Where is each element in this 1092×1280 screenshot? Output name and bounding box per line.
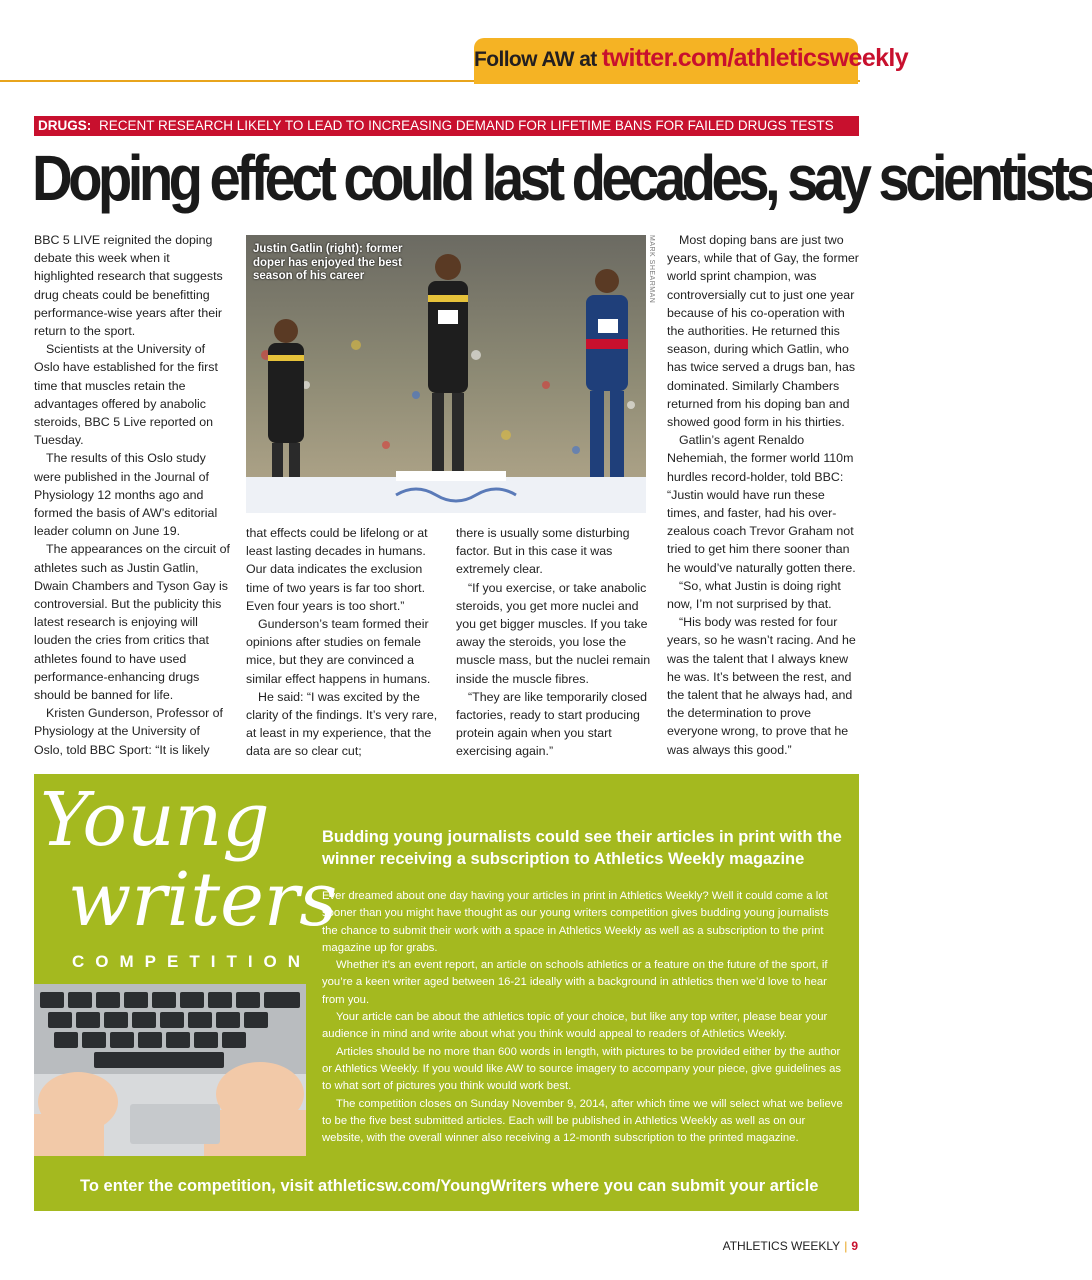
photo-credit: MARK SHEARMAN	[648, 235, 655, 304]
competition-label: COMPETITION	[72, 952, 312, 971]
article-headline: Doping effect could last decades, say scientists	[32, 142, 1092, 214]
paragraph: Articles should be no more than 600 words in length, with pictures to be provided either by the author or Athletics Weekly. If you would like AW to source imagery to accompany your piece, give guidelines as to what sort of pictures you think would work best.	[322, 1045, 842, 1093]
paragraph: Kristen Gunderson, Professor of Physiology at the University of Oslo, told BBC Sport: “It is likely	[34, 706, 223, 757]
article-column-1	[34, 231, 230, 759]
paragraph: The results of this Oslo study were published in the Journal of Physiology 12 months ago and formed the basis of AW’s editorial leader column on June 19.	[34, 451, 218, 539]
competition-body	[322, 888, 847, 1147]
paragraph: The appearances on the circuit of athletes such as Justin Gatlin, Dwain Chambers and Tyson Gay is controversial. But the publicity this latest research is enjoying will louden the cries from critics that athletes found to have used performance-enhancing drugs should be banned for life.	[34, 542, 230, 703]
paragraph: “His body was rested for four years, so he wasn’t racing. And he was the talent that I always knew he was. It’s between the rest, and the talent that he always had, and the determination to prove everyone wrong, to prove that he was always this good.”	[667, 615, 856, 757]
paragraph: Ever dreamed about one day having your articles in print in Athletics Weekly? Well it could come a lot sooner than you might have thought as our young writers competition gives budding young journalists the chance to submit their work with a space in Athletics Weekly as well as a subscription to the print magazine up for grabs.	[322, 890, 829, 954]
paragraph: The competition closes on Sunday November 9, 2014, after which time we will select what we believe to be the five best submitted articles. Each will be published in Athletics Weekly as well as on our website, with the overall winner also receiving a 12-month subscription to the printed magazine.	[322, 1097, 843, 1145]
paragraph: Your article can be about the athletics topic of your choice, but like any top writer, please bear your audience in mind and write about what you think would appeal to readers of Athletics Weekly.	[322, 1011, 828, 1041]
article-column-3	[456, 524, 652, 761]
footer-separator: |	[844, 1239, 848, 1253]
page-number: 9	[851, 1239, 858, 1253]
title-line-1: Young	[40, 777, 270, 863]
article-column-2	[246, 524, 441, 761]
twitter-url[interactable]: twitter.com/athleticsweekly	[601, 44, 909, 72]
paragraph: that effects could be lifelong or at least lasting decades in humans. Our data indicates the exclusion time of two years is far too short. Even four years is too short.”	[246, 526, 428, 613]
strap-lead: DRUGS:	[38, 118, 92, 133]
paragraph: Most doping bans are just two years, while that of Gay, the former world sprint champion, was controversially cut to just one year because of his co-operation with the authorities. He returned this season, during which Gatlin, who has twice served a drugs ban, has dominated. Similarly Chambers returned from his doping ban and showed good form in his thirties.	[667, 233, 859, 430]
paragraph: Whether it’s an event report, an article on schools athletics or a feature on the future of the sport, if you’re a keen writer aged between 16-21 ideally with a background in athletics then we’d love to hear from you.	[322, 959, 828, 1006]
paragraph: He said: “I was excited by the clarity of the findings. It’s very rare, at least in my experience, that the data are so clear cut;	[246, 689, 438, 759]
competition-headline: Budding young journalists could see their articles in print with the winner receiving a subscription to Athletics Weekly magazine	[322, 828, 842, 868]
page-footer	[560, 1239, 858, 1253]
paragraph: Gatlin’s agent Renaldo Nehemiah, the former world 110m hurdles record-holder, told BBC: “Justin would have run these times, and faster, had his over-zealous coach Trevor Graham not tried to get him there sooner than he would’ve naturally gotten there.	[667, 433, 856, 575]
strap-text: RECENT RESEARCH LIKELY TO LEAD TO INCREASING DEMAND FOR LIFETIME BANS FOR FAILED DRUGS TESTS	[95, 118, 834, 133]
paragraph: “They are like temporarily closed factories, ready to start producing protein again when you start exercising again.”	[456, 689, 648, 759]
paragraph: “If you exercise, or take anabolic steroids, you get more nuclei and you get bigger muscles. If you take away the steroids, you lose the muscle mass, but the nuclei remain inside the muscle fibres.	[456, 580, 651, 686]
paragraph: “So, what Justin is doing right now, I’m not surprised by that.	[667, 578, 841, 612]
paragraph: Scientists at the University of Oslo have established for the first time that muscles retain the advantages offered by anabolic steroids, BBC 5 Live reported on Tuesday.	[34, 342, 218, 448]
follow-prefix: Follow AW at	[474, 48, 602, 71]
publication-name: ATHLETICS WEEKLY	[722, 1239, 841, 1253]
title-line-2: writers	[68, 857, 338, 943]
paragraph: Gunderson’s team formed their opinions after studies on female mice, but they are convinced a similar effect happens in humans.	[246, 617, 431, 686]
paragraph: there is usually some disturbing factor. But in this case it was extremely clear.	[456, 526, 630, 577]
follow-link[interactable]	[474, 44, 909, 73]
article-column-4	[667, 231, 859, 759]
strapline	[34, 116, 859, 136]
young-writers-title	[40, 777, 338, 943]
paragraph: BBC 5 LIVE reignited the doping debate this week when it highlighted research that suggests drug cheats could be benefitting performance-wise years after their return to the sport.	[34, 233, 223, 339]
keyboard-image	[34, 984, 306, 1156]
competition-cta[interactable]: To enter the competition, visit athleticsw.com/YoungWriters where you can submit your article	[80, 1177, 819, 1195]
photo-caption: Justin Gatlin (right): former doper has enjoyed the best season of his career	[253, 243, 403, 282]
